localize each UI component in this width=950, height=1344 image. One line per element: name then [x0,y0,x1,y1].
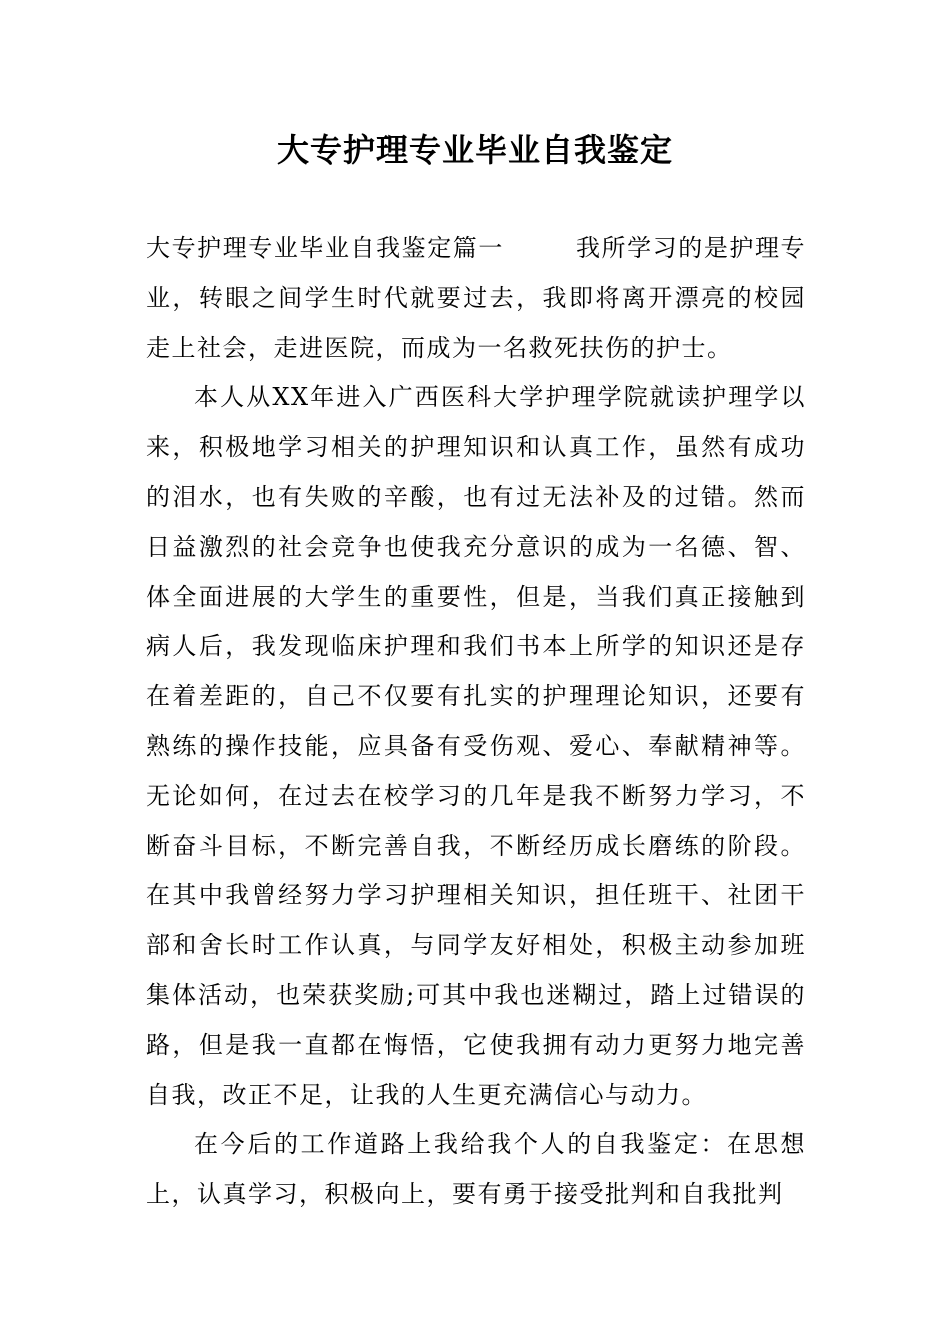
document-body [146,224,806,1220]
body-paragraph: 在今后的工作道路上我给我个人的自我鉴定：在思想上，认真学习，积极向上，要有勇于接受批判和自我批判 [146,1130,806,1209]
intro-heading: 大专护理专业毕业自我鉴定篇一 [146,234,504,262]
intro-text: 我所学习的是护理专业，转眼之间学生时代就要过去，我即将离开漂亮的校园走上社会，走进医院，而成为一名救死扶伤的护士。 [146,234,807,362]
intro-paragraph [146,224,806,373]
document-title: 大专护理专业毕业自我鉴定 [276,131,673,169]
body-paragraph: 本人从XX年进入广西医科大学护理学院就读护理学以来，积极地学习相关的护理知识和认真工作，虽然有成功的泪水，也有失败的辛酸，也有过无法补及的过错。然而日益激烈的社会竞争也使我充分意识的成为一名德、智、体全面进展的大学生的重要性，但是，当我们真正接触到病人后，我发现临床护理和我们书本上所学的知识还是存在着差距的，自己不仅要有扎实的护理理论知识，还要有熟练的操作技能，应具备有受伤观、爱心、奉献精神等。无论如何，在过去在校学习的几年是我不断努力学习，不断奋斗目标，不断完善自我，不断经历成长磨练的阶段。在其中我曾经努力学习护理相关知识，担任班干、社团干部和舍长时工作认真，与同学友好相处，积极主动参加班集体活动，也荣获奖励;可其中我也迷糊过，踏上过错误的路，但是我一直都在悔悟，它使我拥有动力更努力地完善自我，改正不足，让我的人生更充满信心与动力。 [146,383,806,1109]
